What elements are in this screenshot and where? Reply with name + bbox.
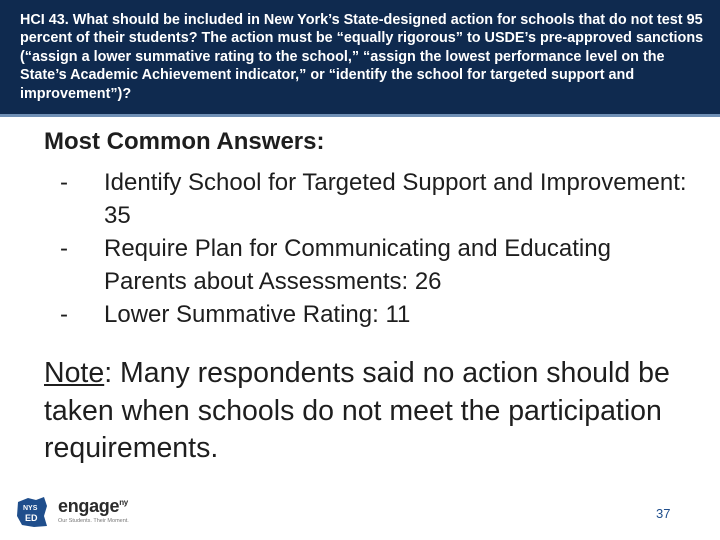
nysed-state-logo-icon xyxy=(14,494,50,530)
note-paragraph xyxy=(44,355,684,468)
svg-text:NYS: NYS xyxy=(23,505,38,512)
list-item xyxy=(60,166,700,232)
list-item xyxy=(60,298,700,331)
header-bar xyxy=(0,0,720,117)
engageny-logo xyxy=(14,492,144,532)
page-number: 37 xyxy=(656,506,671,521)
note-text: : Many respondents said no action should be taken when schools do not meet the participation requirements. xyxy=(44,357,670,464)
answer-text: Identify School for Targeted Support and Improvement: 35 xyxy=(104,169,687,229)
logo-wordmark: engage$^{ny}$ xyxy=(58,496,128,516)
list-item xyxy=(60,232,700,298)
answer-text: Lower Summative Rating: 11 xyxy=(104,301,411,328)
logo-tagline: Our Students. Their Moment. xyxy=(58,518,129,524)
note-label: Note xyxy=(44,357,105,389)
svg-text:ED: ED xyxy=(25,513,38,523)
answer-text: Require Plan for Communicating and Educating Parents about Assessments: 26 xyxy=(104,235,611,295)
bullet-dash: - xyxy=(60,301,68,328)
bullet-dash: - xyxy=(60,169,68,196)
answers-list xyxy=(60,166,700,331)
question-title: HCI 43. What should be included in New York’s State-designed action for schools that do not test 95 percent of their students? The action must be “equally rigorous” to USDE’s pre-approved sanctions (“assign a lower summative rating to the school,” “assign the lowest performance level on the State’s Academic Achievement indicator,” or “identify the school for targeted support and improvement”)? xyxy=(20,12,704,102)
answers-heading: Most Common Answers: xyxy=(44,128,325,155)
bullet-dash: - xyxy=(60,235,68,262)
